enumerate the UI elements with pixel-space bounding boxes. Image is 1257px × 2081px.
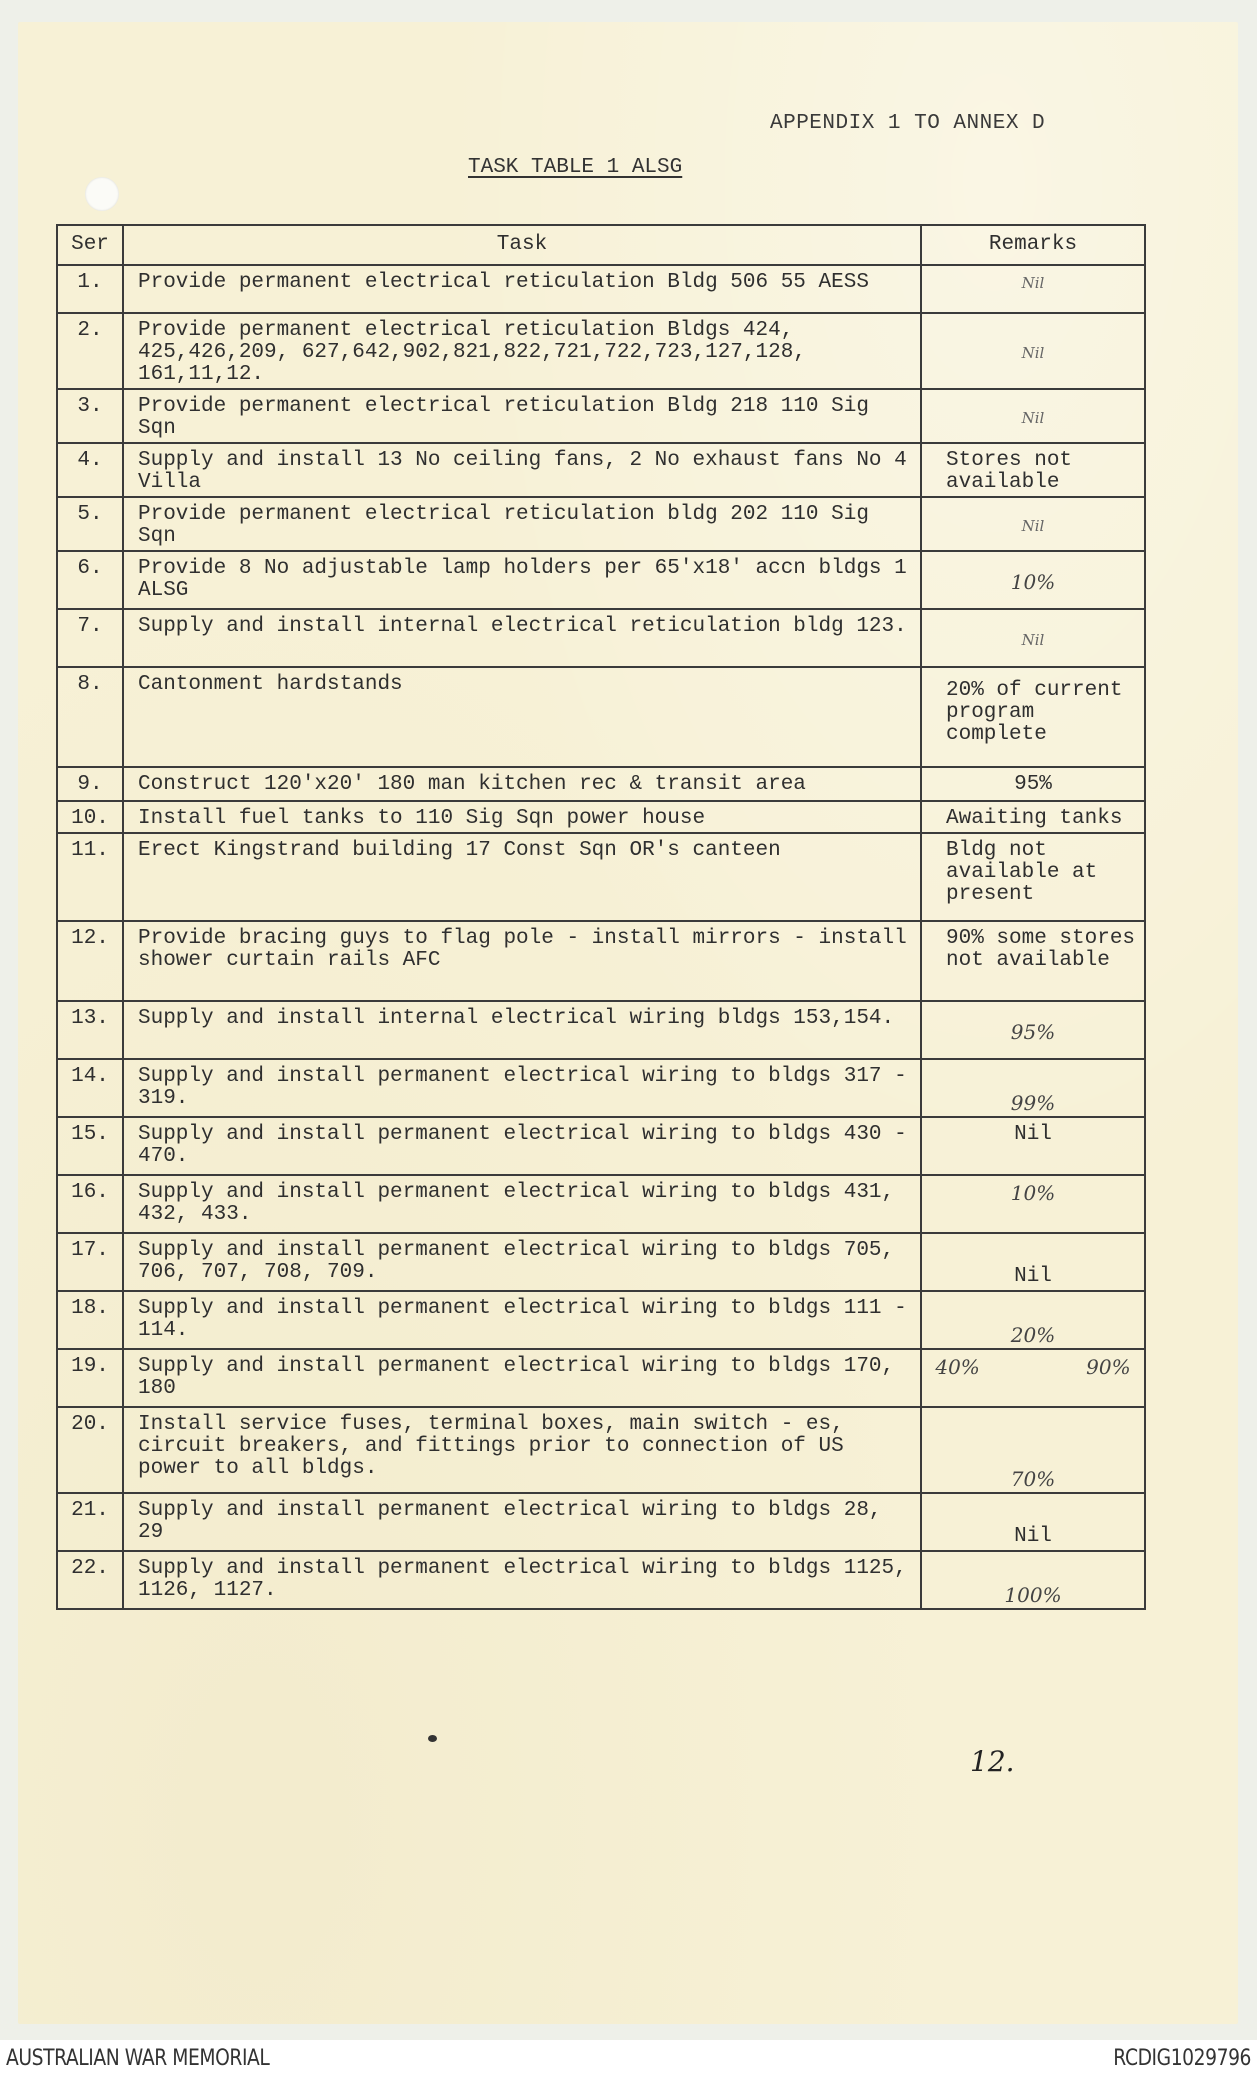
task-cell: Supply and install internal electrical reticulation bldg 123. [123,609,921,667]
ser-cell: 21. [57,1493,123,1551]
table-row [57,609,1145,667]
remarks-cell: 20% [921,1291,1145,1349]
remarks-cell: Nil [921,313,1145,389]
ser-cell: 17. [57,1233,123,1291]
task-cell: Construct 120'x20' 180 man kitchen rec & transit area [123,767,921,801]
task-cell: Supply and install internal electrical wiring bldgs 153,154. [123,1001,921,1059]
task-cell: Supply and install permanent electrical wiring to bldgs 705, 706, 707, 708, 709. [123,1233,921,1291]
remarks-cell: Nil [921,389,1145,443]
ser-cell: 9. [57,767,123,801]
remarks-cell: 95% [921,767,1145,801]
ser-cell: 4. [57,443,123,497]
task-cell: Provide permanent electrical reticulation Bldgs 424, 425,426,209, 627,642,902,821,822,721,722,723,127,128, 161,11,12. [123,313,921,389]
task-cell: Provide permanent electrical reticulation Bldg 506 55 AESS [123,265,921,313]
table-row [57,667,1145,767]
task-cell: Supply and install permanent electrical wiring to bldgs 111 - 114. [123,1291,921,1349]
task-cell: Install service fuses, terminal boxes, main switch - es, circuit breakers, and fittings prior to connection of US power to all bldgs. [123,1407,921,1493]
table-row [57,1001,1145,1059]
ser-cell: 18. [57,1291,123,1349]
ser-cell: 20. [57,1407,123,1493]
remarks-cell: Nil [921,609,1145,667]
ser-cell: 8. [57,667,123,767]
table-row [57,1233,1145,1291]
ser-cell: 14. [57,1059,123,1117]
remarks-cell: 90% some stores not available [921,921,1145,1001]
ser-cell: 12. [57,921,123,1001]
table-row [57,767,1145,801]
ser-cell: 22. [57,1551,123,1609]
remarks-cell: Nil [921,265,1145,313]
table-row [57,1291,1145,1349]
task-cell: Provide bracing guys to flag pole - install mirrors - install shower curtain rails AFC [123,921,921,1001]
table-row [57,801,1145,833]
table-row [57,389,1145,443]
task-cell: Supply and install permanent electrical wiring to bldgs 317 - 319. [123,1059,921,1117]
remarks-cell: 10% [921,1175,1145,1233]
task-cell: Install fuel tanks to 110 Sig Sqn power house [123,801,921,833]
table-row [57,497,1145,551]
ser-cell: 1. [57,265,123,313]
table-row [57,265,1145,313]
table-row [57,313,1145,389]
table-row [57,1493,1145,1551]
punch-hole [85,177,119,211]
table-row [57,1349,1145,1407]
ser-cell: 7. [57,609,123,667]
remarks-cell: Nil [921,1493,1145,1551]
column-header-remarks: Remarks [921,225,1145,265]
remarks-cell: 40% 90% [921,1349,1145,1407]
task-cell: Supply and install permanent electrical wiring to bldgs 170, 180 [123,1349,921,1407]
task-cell: Supply and install 13 No ceiling fans, 2 No exhaust fans No 4 Villa [123,443,921,497]
remarks-cell: 10% [921,551,1145,609]
ser-cell: 19. [57,1349,123,1407]
remarks-cell: Nil [921,497,1145,551]
remarks-cell: Stores not available [921,443,1145,497]
page-number: 12. [970,1745,1015,1778]
task-table [56,224,1146,1610]
archive-source: AUSTRALIAN WAR MEMORIAL [6,2046,270,2071]
task-cell: Cantonment hardstands [123,667,921,767]
table-row [57,921,1145,1001]
table-row [57,1117,1145,1175]
table-row [57,551,1145,609]
ser-cell: 15. [57,1117,123,1175]
ink-speck [428,1735,437,1742]
ser-cell: 6. [57,551,123,609]
remarks-cell: 20% of current program complete [921,667,1145,767]
appendix-heading: APPENDIX 1 TO ANNEX D [770,112,1046,135]
remarks-cell: Awaiting tanks [921,801,1145,833]
task-cell: Supply and install permanent electrical wiring to bldgs 430 - 470. [123,1117,921,1175]
remarks-cell: 100% [921,1551,1145,1609]
table-row [57,1175,1145,1233]
table-row [57,833,1145,921]
table-header-row [57,225,1145,265]
remarks-cell: 70% [921,1407,1145,1493]
ser-cell: 11. [57,833,123,921]
remarks-cell: 95% [921,1001,1145,1059]
ser-cell: 3. [57,389,123,443]
document-title: TASK TABLE 1 ALSG [468,156,683,179]
column-header-task: Task [123,225,921,265]
ser-cell: 10. [57,801,123,833]
task-cell: Supply and install permanent electrical wiring to bldgs 1125, 1126, 1127. [123,1551,921,1609]
task-cell: Supply and install permanent electrical wiring to bldgs 28, 29 [123,1493,921,1551]
column-header-ser: Ser [57,225,123,265]
task-cell: Supply and install permanent electrical wiring to bldgs 431, 432, 433. [123,1175,921,1233]
task-cell: Erect Kingstrand building 17 Const Sqn OR's canteen [123,833,921,921]
ser-cell: 16. [57,1175,123,1233]
task-cell: Provide permanent electrical reticulation Bldg 218 110 Sig Sqn [123,389,921,443]
table-row [57,443,1145,497]
table-row [57,1407,1145,1493]
remarks-cell: Nil [921,1233,1145,1291]
remarks-cell: 99% [921,1059,1145,1117]
table-row [57,1059,1145,1117]
table-row [57,1551,1145,1609]
task-cell: Provide permanent electrical reticulation bldg 202 110 Sig Sqn [123,497,921,551]
task-cell: Provide 8 No adjustable lamp holders per 65'x18' accn bldgs 1 ALSG [123,551,921,609]
ser-cell: 5. [57,497,123,551]
catalogue-id: RCDIG1029796 [1113,2046,1251,2071]
ser-cell: 2. [57,313,123,389]
remarks-cell: Bldg not available at present [921,833,1145,921]
ser-cell: 13. [57,1001,123,1059]
remarks-cell: Nil [921,1117,1145,1175]
